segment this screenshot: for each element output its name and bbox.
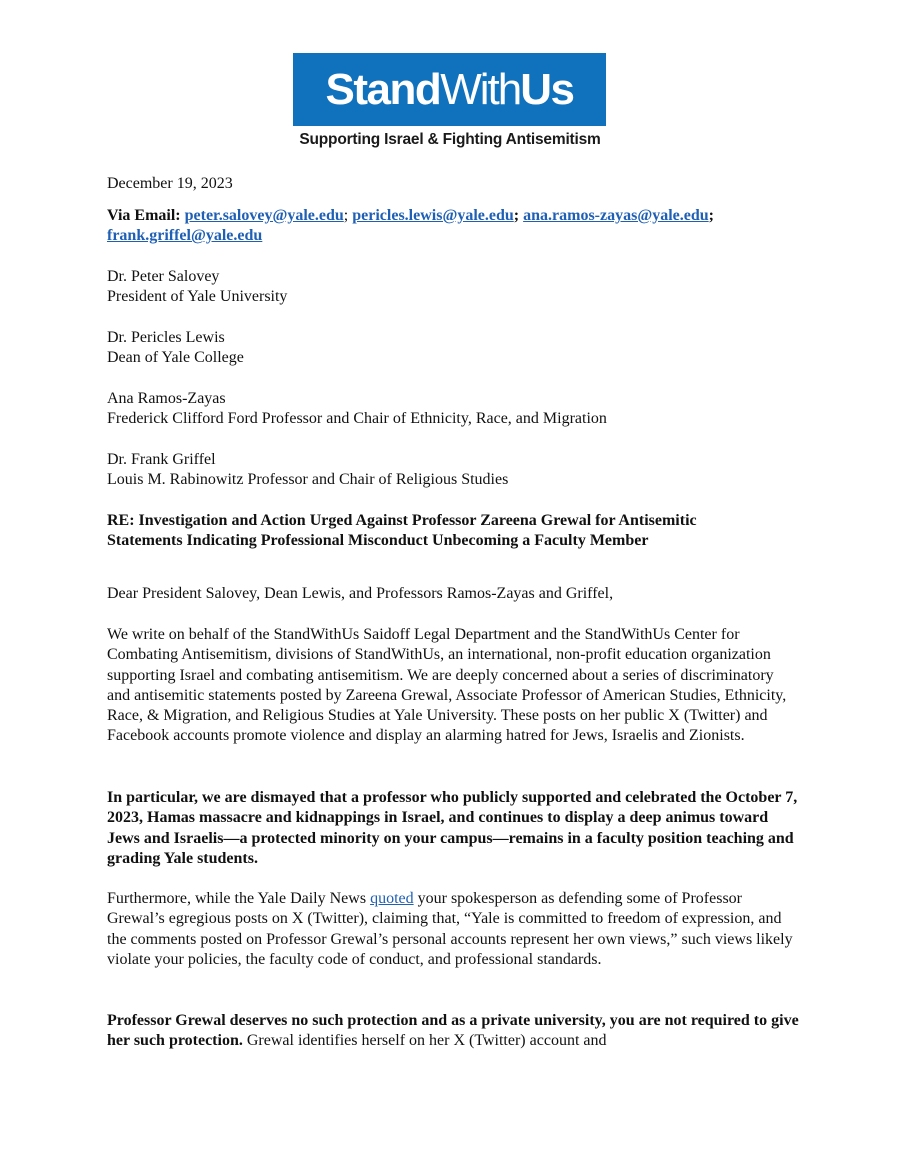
recipient-name: Ana Ramos-Zayas [107, 390, 226, 407]
paragraph-no-protection: Professor Grewal deserves no such protection and as a private university, you are not required to give her such protection. Grewal identifies herself on her X (Twitter) account and [107, 1012, 799, 1050]
subject-line: RE: Investigation and Action Urged Against Professor Zareena Grewal for Antisemitic Statements Indicating Professional Misconduct Unbecoming a Faculty Member [107, 512, 697, 550]
recipient-title: Louis M. Rabinowitz Professor and Chair of Religious Studies [107, 471, 509, 489]
paragraph-spokesperson: Furthermore, while the Yale Daily News quoted your spokesperson as defending some of Professor Grewal’s egregious posts on X (Twitter), claiming that, “Yale is committed to freedom of expression, and the comments posted on Professor Grewal’s personal accounts represent her own views,” such views likely violate your policies, the faculty code of conduct, and professional standards. [107, 890, 793, 968]
standwithus-logo [293, 53, 606, 126]
recipient-griffel [107, 450, 797, 491]
via-email-block: Via Email: peter.salovey@yale.edu; pericles.lewis@yale.edu; ana.ramos-zayas@yale.edu; frank.griffel@yale.edu [107, 207, 714, 245]
letter-date: December 19, 2023 [107, 175, 233, 192]
email-link-ramos-zayas[interactable]: ana.ramos-zayas@yale.edu [523, 207, 709, 224]
recipient-title: Dean of Yale College [107, 349, 244, 367]
recipient-name: Dr. Pericles Lewis [107, 329, 225, 346]
email-link-lewis[interactable]: pericles.lewis@yale.edu [352, 207, 514, 224]
logo-wordmark: StandWithUs [325, 64, 574, 114]
via-email-label: Via Email: [107, 207, 181, 224]
paragraph-dismayed: In particular, we are dismayed that a professor who publicly supported and celebrated the October 7, 2023, Hamas massacre and kidnappings in Israel, and continues to display a deep animus toward Jews and Israelis—a protected minority on your campus—remains in a faculty position teaching and grading Yale students. [107, 789, 798, 867]
recipient-lewis [107, 328, 797, 369]
email-link-griffel[interactable]: frank.griffel@yale.edu [107, 227, 263, 245]
paragraph-intro: We write on behalf of the StandWithUs Saidoff Legal Department and the StandWithUs Center for Combating Antisemitism, divisions of StandWithUs, an international, non-profit education organization supporting Israel and combating antisemitism. We are deeply concerned about a series of discriminatory and antisemitic statements posted by Zareena Grewal, Associate Professor of American Studies, Ethnicity, Race, & Migration, and Religious Studies at Yale University. These posts on her public X (Twitter) and Facebook accounts promote violence and display an alarming hatred for Jews, Israelis and Zionists. [107, 626, 787, 745]
recipient-title: Frederick Clifford Ford Professor and Chair of Ethnicity, Race, and Migration [107, 410, 607, 428]
recipient-salovey [107, 267, 797, 308]
logo-tagline: Supporting Israel & Fighting Antisemitism [299, 131, 601, 148]
recipient-name: Dr. Peter Salovey [107, 268, 220, 285]
recipient-name: Dr. Frank Griffel [107, 451, 216, 468]
email-link-salovey[interactable]: peter.salovey@yale.edu [184, 207, 344, 224]
recipient-ramos-zayas [107, 389, 797, 430]
quoted-link[interactable]: quoted [370, 890, 414, 907]
salutation: Dear President Salovey, Dean Lewis, and Professors Ramos-Zayas and Griffel, [107, 585, 614, 602]
recipient-title: President of Yale University [107, 288, 288, 306]
